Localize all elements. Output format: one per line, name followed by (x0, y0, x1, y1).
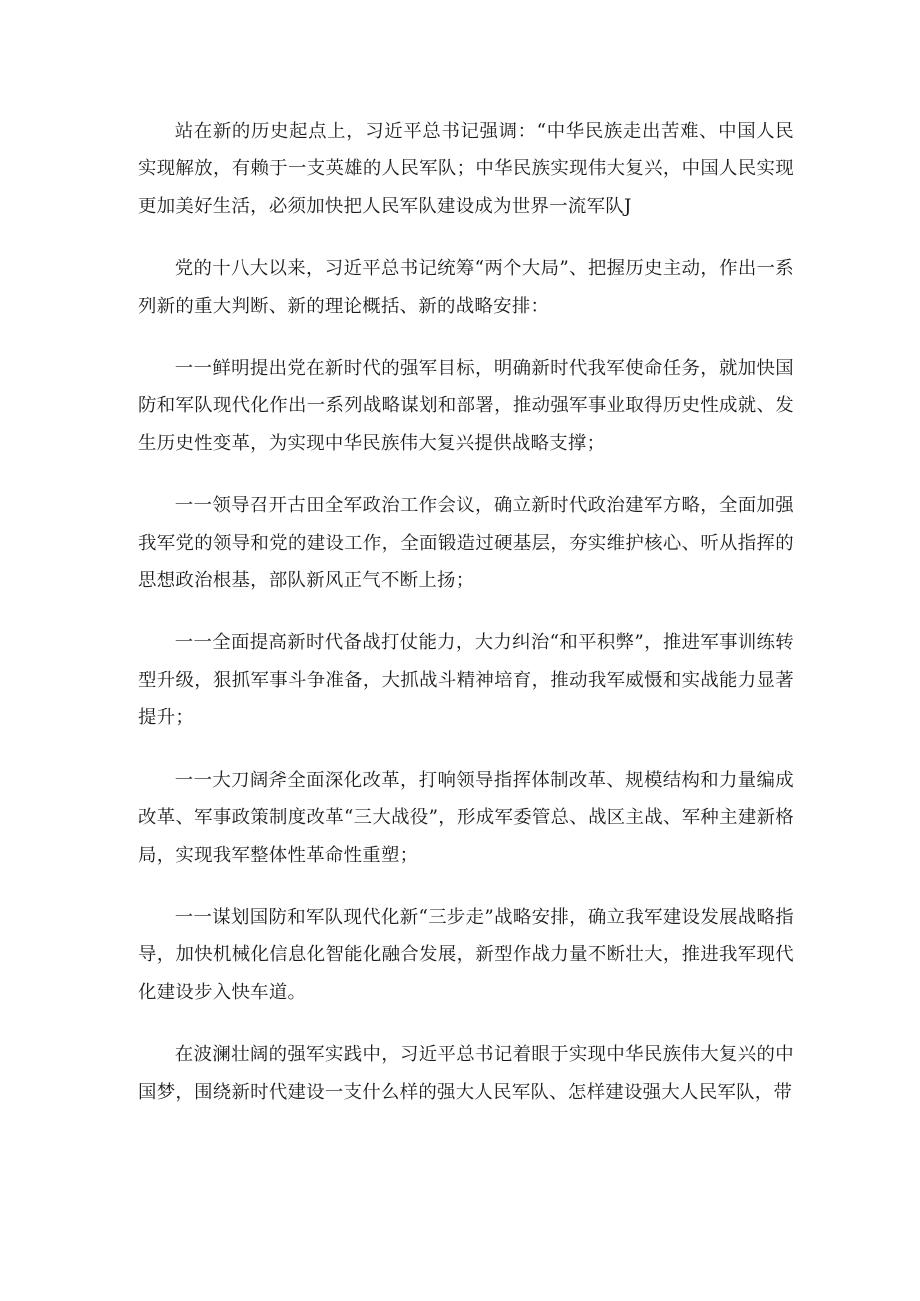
paragraph-7: 一一谋划国防和军队现代化新“三步走”战略安排，确立我军建设发展战略指导，加快机械化信息化智能化融合发展，新型作战力量不断壮大，推进我军现代化建设步入快车道。 (138, 906, 794, 1003)
paragraph-2: 党的十八大以来，习近平总书记统筹“两个大局”、把握历史主动，作出一系列新的重大判断、新的理论概括、新的战略安排： (138, 258, 794, 317)
paragraph-6: 一一大刀阔斧全面深化改革，打响领导指挥体制改革、规模结构和力量编成改革、军事政策制度改革“三大战役”，形成军委管总、战区主战、军种主建新格局，实现我军整体性革命性重塑； (138, 769, 794, 866)
document-body (138, 113, 794, 1136)
paragraph-8: 在波澜壮阔的强军实践中，习近平总书记着眼于实现中华民族伟大复兴的中国梦，围绕新时代建设一支什么样的强大人民军队、怎样建设强大人民军队，带 (138, 1044, 794, 1103)
paragraph-4: 一一领导召开古田全军政治工作会议，确立新时代政治建军方略，全面加强我军党的领导和党的建设工作，全面锻造过硬基层，夯实维护核心、听从指挥的思想政治根基，部队新风正气不断上扬； (138, 495, 794, 592)
paragraph-3: 一一鲜明提出党在新时代的强军目标，明确新时代我军使命任务，就加快国防和军队现代化作出一系列战略谋划和部署，推动强军事业取得历史性成就、发生历史性变革，为实现中华民族伟大复兴提供战略支撑； (138, 358, 794, 454)
paragraph-1: 站在新的历史起点上，习近平总书记强调：“中华民族走出苦难、中国人民实现解放，有赖于一支英雄的人民军队；中华民族实现伟大复兴，中国人民实现更加美好生活，必须加快把人民军队建设成为世界一流军队J (138, 121, 794, 217)
paragraph-5: 一一全面提高新时代备战打仗能力，大力纠治“和平积弊”，推进军事训练转型升级，狠抓军事斗争准备，大抓战斗精神培育，推动我军威慑和实战能力显著提升； (138, 632, 794, 729)
